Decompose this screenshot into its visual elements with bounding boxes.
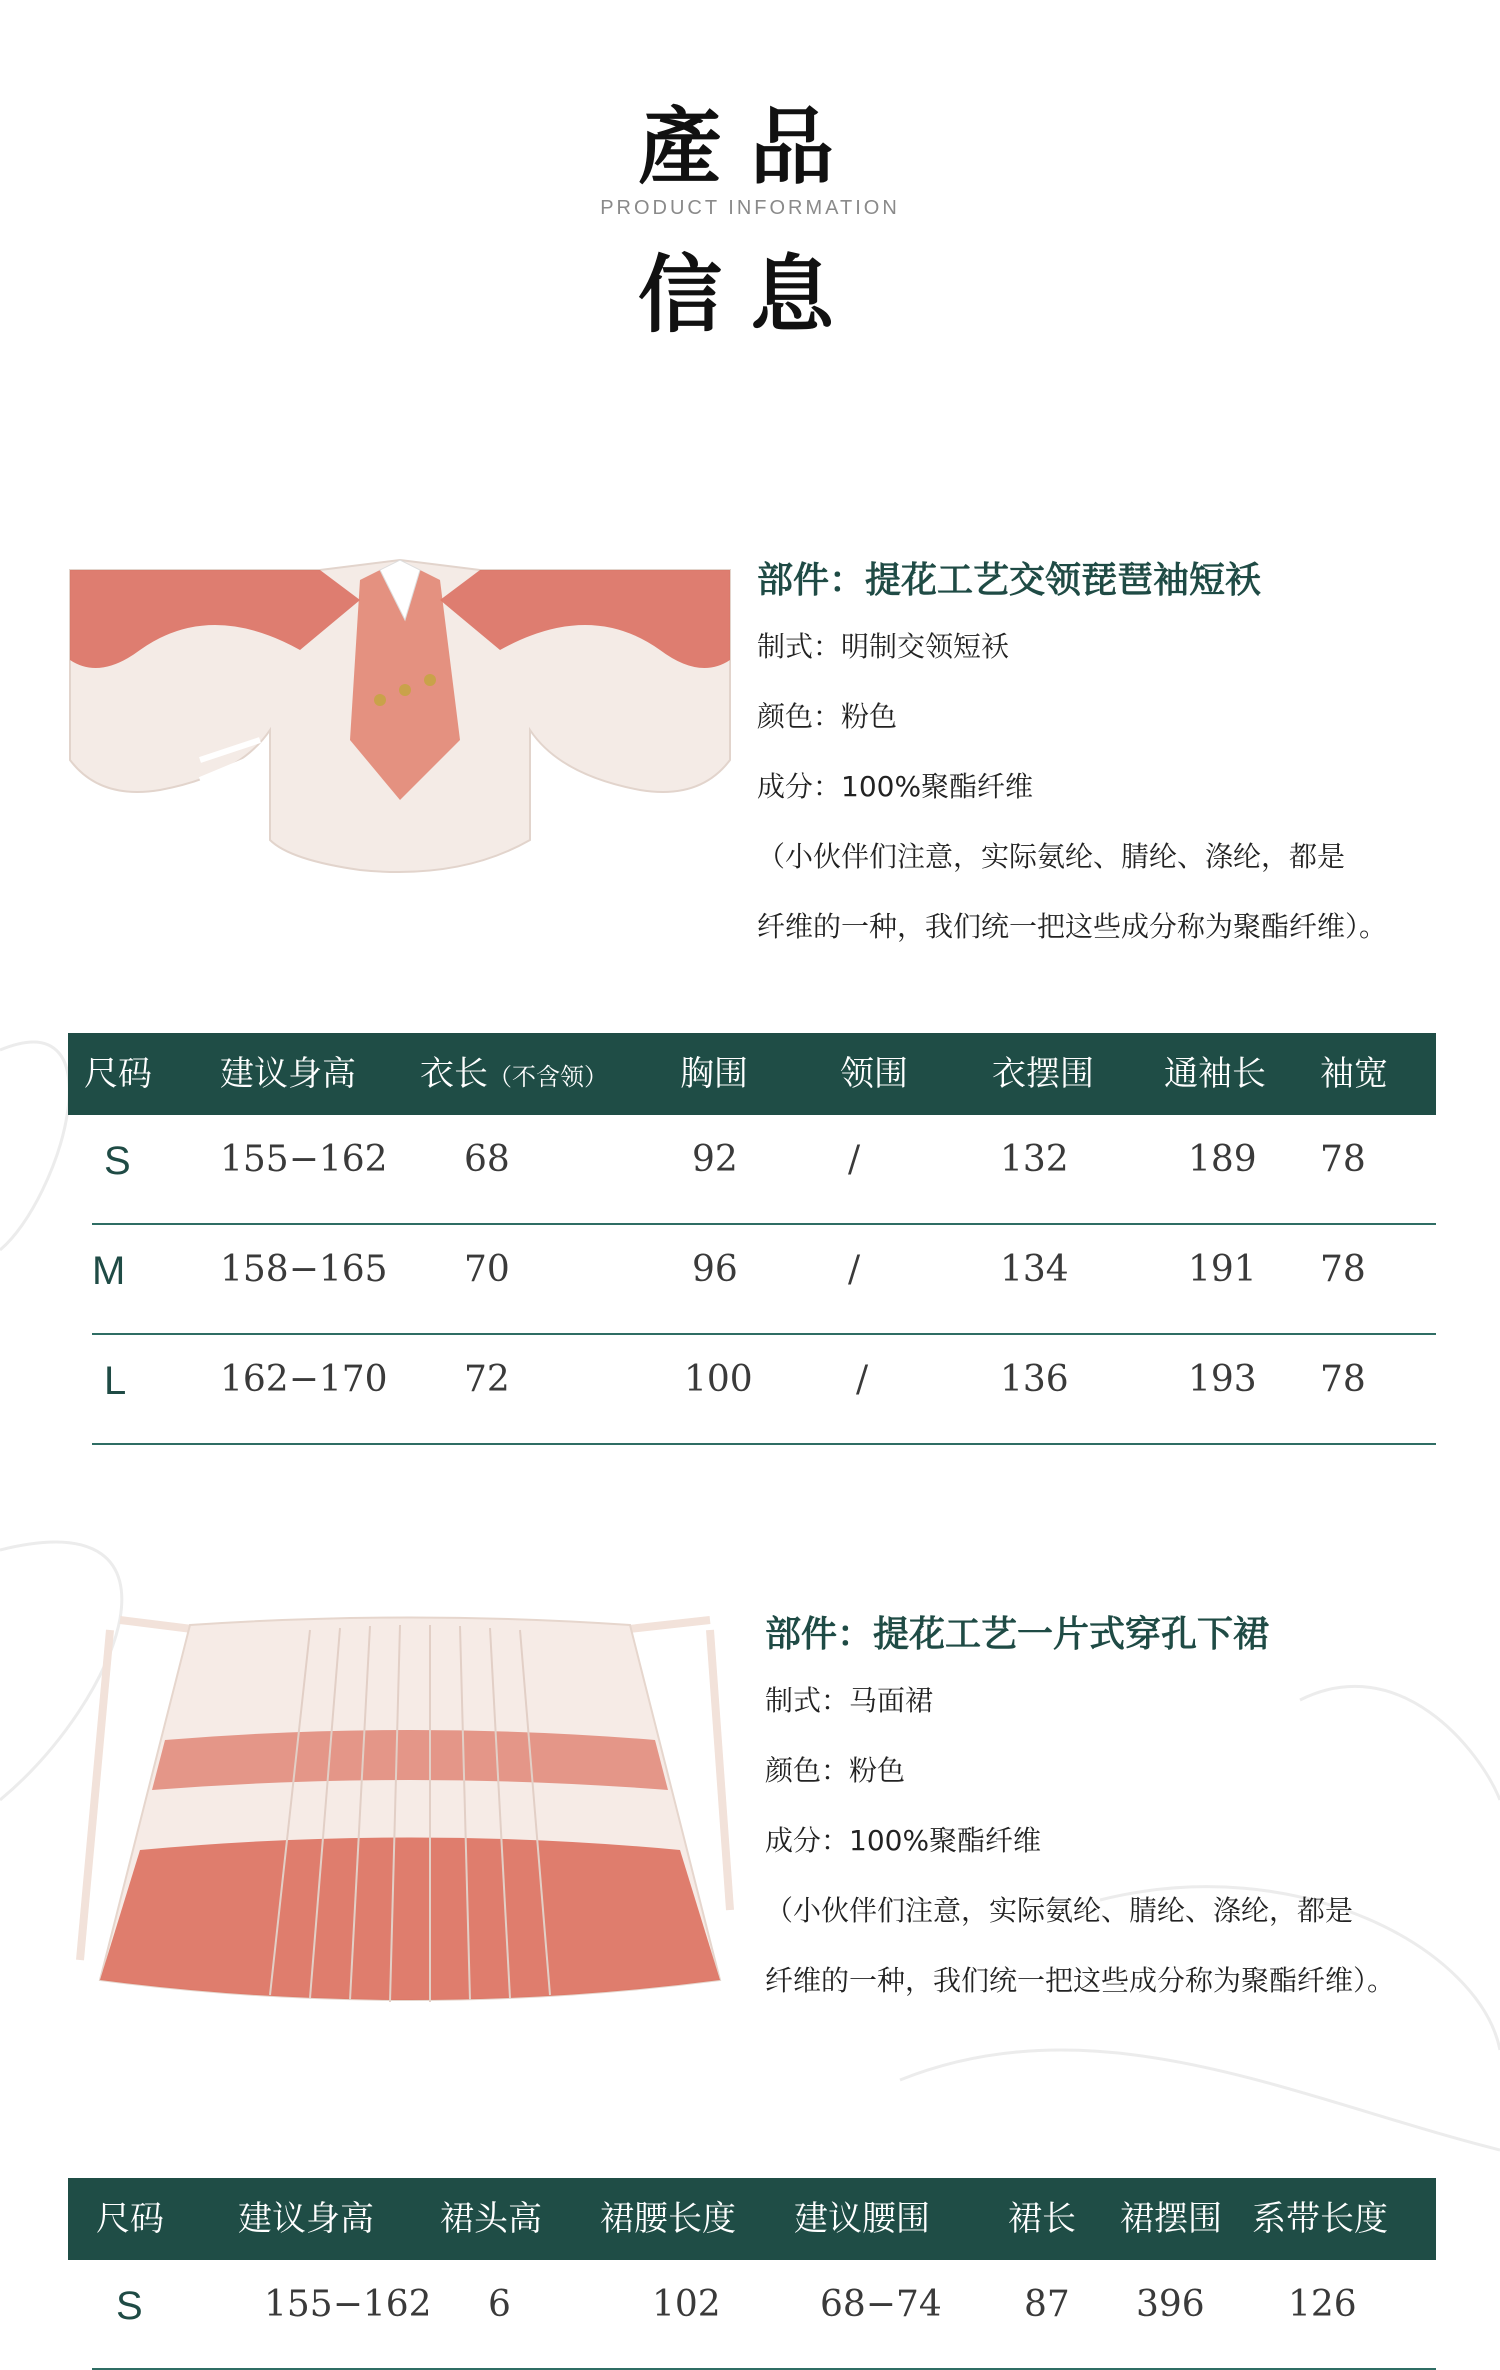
header-size: 尺码 xyxy=(84,1054,152,1094)
page-subtitle: PRODUCT INFORMATION xyxy=(600,197,900,219)
cell-sleeve-length: 191 xyxy=(1188,1249,1257,1290)
page-title-top: 產品 xyxy=(637,97,862,196)
product-material: 成分：100%聚酯纤维 xyxy=(765,1824,1042,1857)
product-note-line2: 纤维的一种，我们统一把这些成分称为聚酯纤维）。 xyxy=(765,1964,1396,1997)
header-size: 尺码 xyxy=(96,2199,164,2239)
header-length-note: （不含领） xyxy=(488,1063,608,1091)
cell-length: 72 xyxy=(464,1359,510,1400)
product-info-jacket xyxy=(757,552,1387,975)
header-waistband-height: 裙头高 xyxy=(440,2199,542,2239)
skirt-product-image xyxy=(70,1610,750,2010)
cell-tie-length: 126 xyxy=(1288,2284,1357,2325)
cell-sleeve-length: 189 xyxy=(1188,1139,1257,1180)
cell-chest: 100 xyxy=(684,1359,753,1400)
product-info-skirt xyxy=(765,1606,1395,2029)
cell-height: 162−170 xyxy=(220,1359,388,1400)
cell-length: 70 xyxy=(464,1249,510,1290)
cell-size: L xyxy=(104,1359,127,1403)
cell-waist-length: 102 xyxy=(652,2284,721,2325)
product-color: 颜色：粉色 xyxy=(757,700,898,733)
cell-sleeve-width: 78 xyxy=(1320,1249,1366,1290)
cell-height: 155−162 xyxy=(264,2284,432,2325)
cell-skirt-length: 87 xyxy=(1024,2284,1070,2325)
cell-hem-circumference: 396 xyxy=(1136,2284,1205,2325)
header-height: 建议身高 xyxy=(220,1054,356,1094)
product-note-line1: （小伙伴们注意，实际氨纶、腈纶、涤纶，都是 xyxy=(757,840,1346,873)
cell-size: S xyxy=(104,1139,131,1183)
header-suggested-waist: 建议腰围 xyxy=(794,2199,930,2239)
product-style: 制式：马面裙 xyxy=(765,1684,934,1717)
cell-hem: 132 xyxy=(1000,1139,1069,1180)
cell-sleeve-width: 78 xyxy=(1320,1139,1366,1180)
table-row xyxy=(92,1335,1436,1445)
table-row xyxy=(92,2260,1436,2370)
header-collar: 领围 xyxy=(840,1054,908,1094)
header-length xyxy=(420,1033,608,1115)
header-hem: 衣摆围 xyxy=(992,1054,1094,1094)
header-skirt-length: 裙长 xyxy=(1008,2199,1076,2239)
product-heading: 部件：提花工艺一片式穿孔下裙 xyxy=(765,1613,1270,1655)
size-table-skirt xyxy=(68,2178,1436,2370)
jacket-product-image xyxy=(60,540,740,880)
header-sleeve-length: 通袖长 xyxy=(1164,1054,1266,1094)
product-note-line1: （小伙伴们注意，实际氨纶、腈纶、涤纶，都是 xyxy=(765,1894,1354,1927)
cell-height: 155−162 xyxy=(220,1139,388,1180)
header-sleeve-width: 袖宽 xyxy=(1320,1054,1388,1094)
product-color: 颜色：粉色 xyxy=(765,1754,906,1787)
cell-chest: 96 xyxy=(692,1249,738,1290)
cell-hem: 134 xyxy=(1000,1249,1069,1290)
table-row xyxy=(92,1115,1436,1225)
header-waist-length: 裙腰长度 xyxy=(600,2199,736,2239)
cell-collar: / xyxy=(848,1249,861,1290)
product-note-line2: 纤维的一种，我们统一把这些成分称为聚酯纤维）。 xyxy=(757,910,1388,943)
cell-suggested-waist: 68−74 xyxy=(820,2284,942,2325)
cell-chest: 92 xyxy=(692,1139,738,1180)
cell-waistband-height: 6 xyxy=(488,2284,511,2325)
cell-collar: / xyxy=(856,1359,869,1400)
header-hem-circumference: 裙摆围 xyxy=(1120,2199,1222,2239)
product-material: 成分：100%聚酯纤维 xyxy=(757,770,1034,803)
table-header xyxy=(68,2178,1436,2260)
size-table-jacket xyxy=(68,1033,1436,1445)
page-title-bottom: 信息 xyxy=(637,245,862,344)
cell-size: M xyxy=(92,1249,126,1293)
product-heading: 部件：提花工艺交领琵琶袖短袄 xyxy=(757,559,1262,601)
product-style: 制式：明制交领短袄 xyxy=(757,630,1010,663)
header-length-label: 衣长 xyxy=(420,1054,488,1094)
cell-collar: / xyxy=(848,1139,861,1180)
table-header xyxy=(68,1033,1436,1115)
cell-size: S xyxy=(116,2284,143,2328)
table-row xyxy=(92,1225,1436,1335)
header-height: 建议身高 xyxy=(238,2199,374,2239)
header-tie-length: 系带长度 xyxy=(1252,2199,1388,2239)
cell-sleeve-length: 193 xyxy=(1188,1359,1257,1400)
cell-length: 68 xyxy=(464,1139,510,1180)
cell-hem: 136 xyxy=(1000,1359,1069,1400)
header-chest: 胸围 xyxy=(680,1054,748,1094)
cell-sleeve-width: 78 xyxy=(1320,1359,1366,1400)
cell-height: 158−165 xyxy=(220,1249,388,1290)
